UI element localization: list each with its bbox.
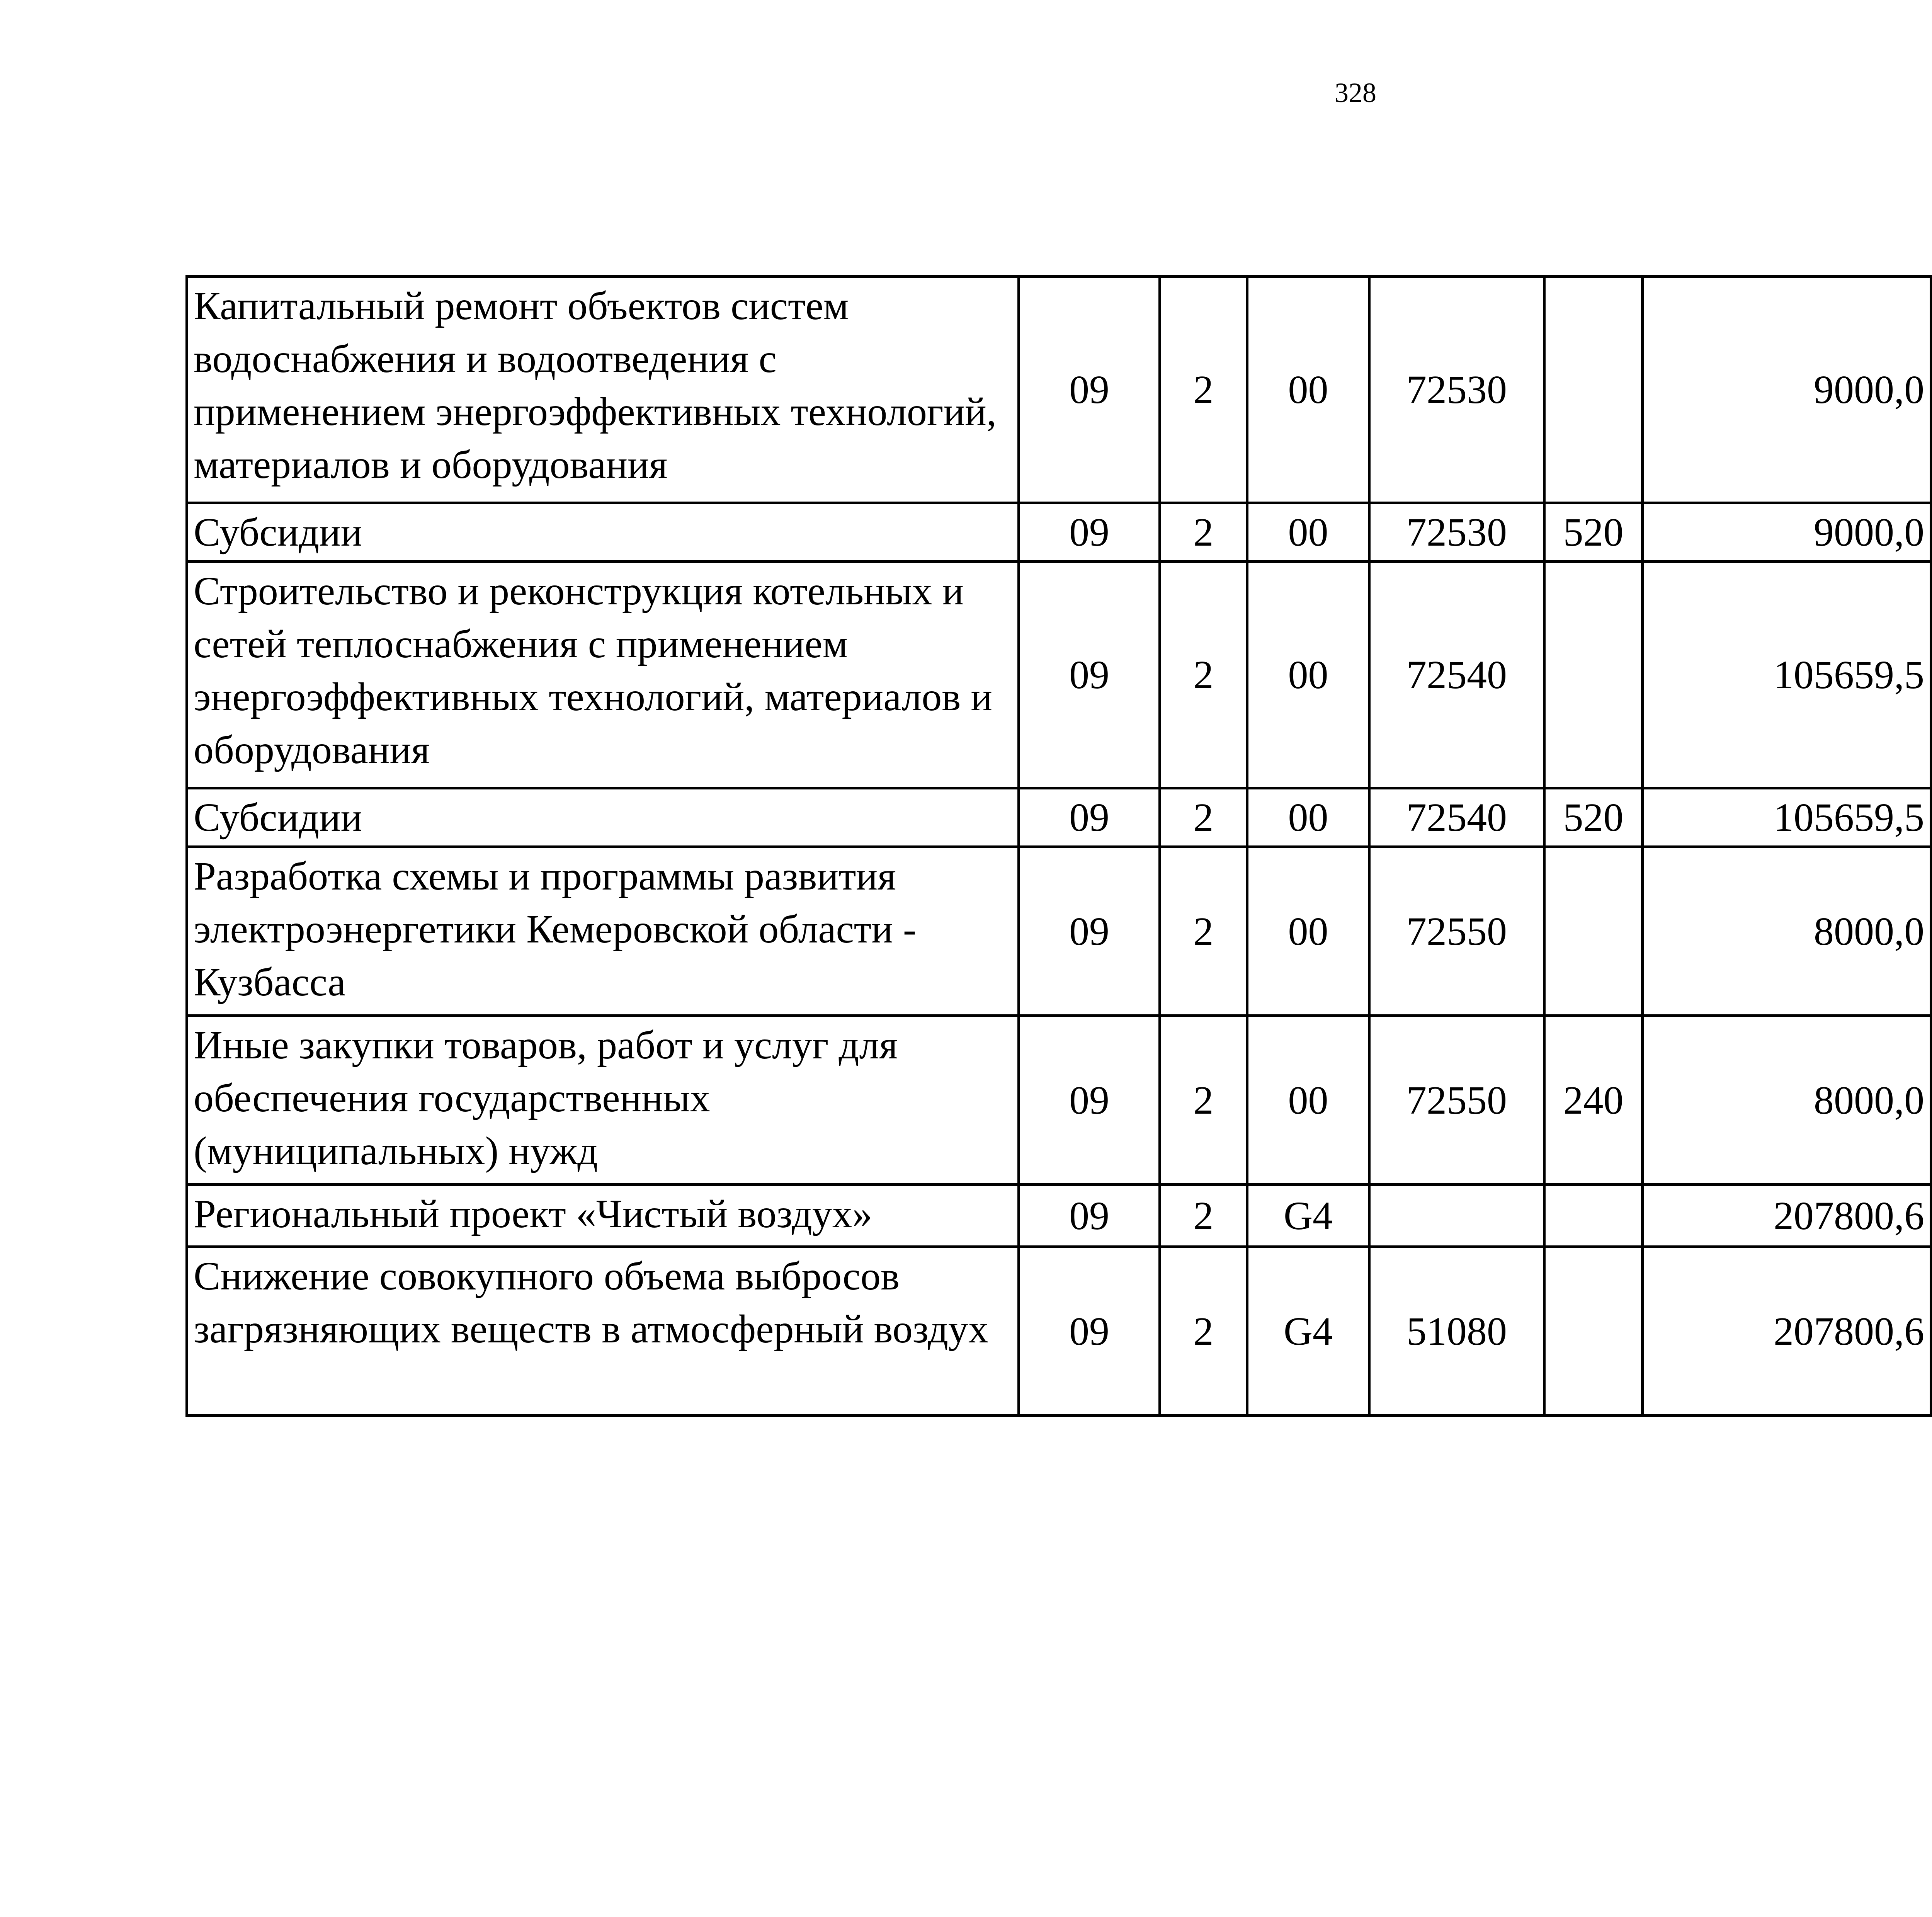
table-row: [187, 1016, 1932, 1185]
row-name: Разработка схемы и программы развития электроэнергетики Кемеровской области - Кузбасса: [187, 847, 1019, 1016]
direction-code: 72540: [1369, 562, 1544, 788]
amount-year-1: 207800,6: [1643, 1247, 1931, 1416]
amount-year-1: 105659,5: [1643, 788, 1931, 847]
table-row: [187, 1185, 1932, 1247]
table-row: [187, 562, 1932, 788]
table-row: [187, 847, 1932, 1016]
expense-type-code: 520: [1544, 503, 1643, 562]
budget-table: [185, 275, 1932, 1417]
table-row: [187, 788, 1932, 847]
subprogram-code: G4: [1247, 1185, 1369, 1247]
section-code: 09: [1019, 847, 1160, 1016]
table-row: [187, 503, 1932, 562]
row-name: Иные закупки товаров, работ и услуг для обеспечения государственных (муниципальных) нужд: [187, 1016, 1019, 1185]
direction-code: 72530: [1369, 277, 1544, 503]
row-name: Снижение совокупного объема выбросов загрязняющих веществ в атмосферный воздух: [187, 1247, 1019, 1416]
subprogram-code: 00: [1247, 277, 1369, 503]
program-code: 2: [1160, 847, 1247, 1016]
section-code: 09: [1019, 503, 1160, 562]
row-name: Региональный проект «Чистый воздух»: [187, 1185, 1019, 1247]
table-row: [187, 277, 1932, 503]
section-code: 09: [1019, 788, 1160, 847]
subprogram-code: 00: [1247, 562, 1369, 788]
section-code: 09: [1019, 1247, 1160, 1416]
subprogram-code: 00: [1247, 1016, 1369, 1185]
amount-year-1: 8000,0: [1643, 1016, 1931, 1185]
section-code: 09: [1019, 1016, 1160, 1185]
subprogram-code: G4: [1247, 1247, 1369, 1416]
row-name: Субсидии: [187, 788, 1019, 847]
program-code: 2: [1160, 1185, 1247, 1247]
amount-year-1: 207800,6: [1643, 1185, 1931, 1247]
row-name: Капитальный ремонт объектов систем водоснабжения и водоотведения с применением энергоэффективных технологий, материалов и оборудования: [187, 277, 1019, 503]
program-code: 2: [1160, 562, 1247, 788]
direction-code: 72550: [1369, 847, 1544, 1016]
section-code: 09: [1019, 277, 1160, 503]
expense-type-code: [1544, 847, 1643, 1016]
amount-year-1: 8000,0: [1643, 847, 1931, 1016]
row-name: Субсидии: [187, 503, 1019, 562]
expense-type-code: 240: [1544, 1016, 1643, 1185]
section-code: 09: [1019, 1185, 1160, 1247]
program-code: 2: [1160, 503, 1247, 562]
expense-type-code: 520: [1544, 788, 1643, 847]
table-row: [187, 1247, 1932, 1416]
direction-code: 72550: [1369, 1016, 1544, 1185]
subprogram-code: 00: [1247, 503, 1369, 562]
expense-type-code: [1544, 562, 1643, 788]
program-code: 2: [1160, 788, 1247, 847]
direction-code: [1369, 1185, 1544, 1247]
expense-type-code: [1544, 1185, 1643, 1247]
program-code: 2: [1160, 1247, 1247, 1416]
direction-code: 72530: [1369, 503, 1544, 562]
page-number: 328: [1335, 77, 1376, 108]
expense-type-code: [1544, 1247, 1643, 1416]
subprogram-code: 00: [1247, 847, 1369, 1016]
amount-year-1: 9000,0: [1643, 503, 1931, 562]
program-code: 2: [1160, 277, 1247, 503]
amount-year-1: 9000,0: [1643, 277, 1931, 503]
expense-type-code: [1544, 277, 1643, 503]
subprogram-code: 00: [1247, 788, 1369, 847]
section-code: 09: [1019, 562, 1160, 788]
direction-code: 51080: [1369, 1247, 1544, 1416]
program-code: 2: [1160, 1016, 1247, 1185]
row-name: Строительство и реконструкция котельных и сетей теплоснабжения с применением энергоэффективных технологий, материалов и оборудования: [187, 562, 1019, 788]
amount-year-1: 105659,5: [1643, 562, 1931, 788]
direction-code: 72540: [1369, 788, 1544, 847]
